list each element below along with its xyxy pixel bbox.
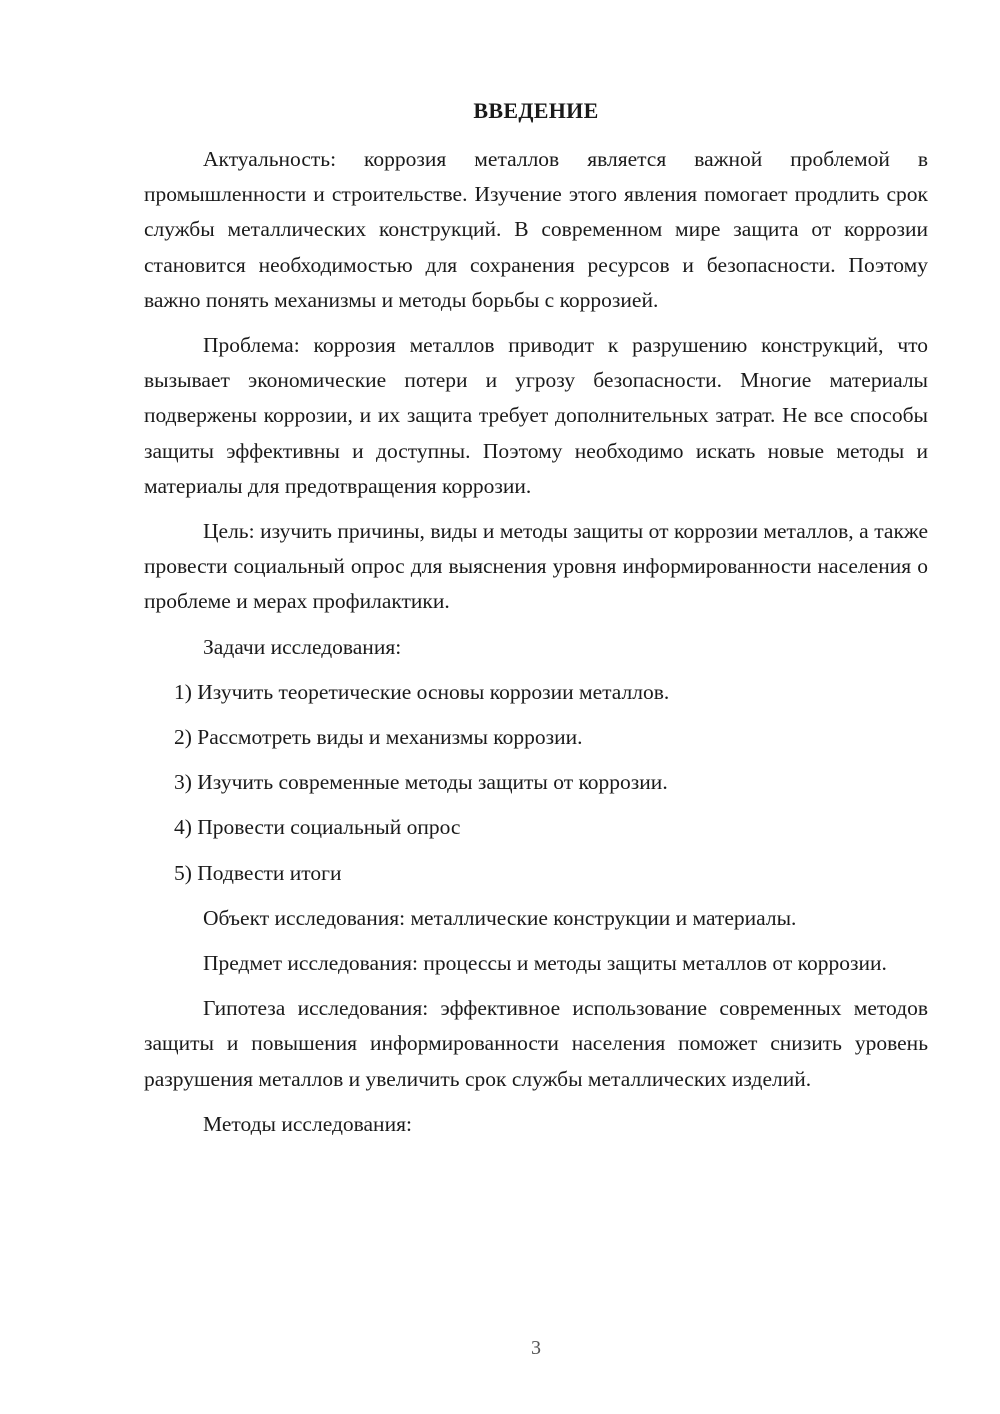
methods-heading: Методы исследования: [203,1111,412,1136]
page-title: ВВЕДЕНИЕ [473,98,599,123]
list-item: 3) Изучить современные методы защиты от коррозии. [174,770,668,795]
paragraph-hypothesis: Гипотеза исследования: эффективное использование современных методов защиты и повышения информированности населения поможет снизить уровень разрушения металлов и увеличить срок службы металлических изделий. [144,996,928,1091]
list-item: 4) Провести социальный опрос [174,815,461,840]
paragraph-subject: Предмет исследования: процессы и методы защиты металлов от коррозии. [203,951,887,976]
paragraph-relevance: Актуальность: коррозия металлов является важной проблемой в промышленности и строительстве. Изучение этого явления помогает продлить срок службы металлических конструкций. В современном мире защита от коррозии становится необходимостью для сохранения ресурсов и безопасности. Поэтому важно понять механизмы и методы борьбы с коррозией. [144,147,928,312]
tasks-list [144,675,928,891]
list-item: 5) Подвести итоги [174,860,342,885]
paragraph-problem: Проблема: коррозия металлов приводит к разрушению конструкций, что вызывает экономические потери и угрозу безопасности. Многие материалы подвержены коррозии, и их защита требует дополнительных затрат. Не все способы защиты эффективны и доступны. Поэтому необходимо искать новые методы и материалы для предотвращения коррозии. [144,333,928,498]
paragraph-object: Объект исследования: металлические конструкции и материалы. [203,905,797,930]
list-item: 1) Изучить теоретические основы коррозии металлов. [174,679,670,704]
document-body [144,142,928,1142]
paragraph-goal: Цель: изучить причины, виды и методы защиты от коррозии металлов, а также провести социальный опрос для выяснения уровня информированности населения о проблеме и мерах профилактики. [144,519,928,614]
list-item: 2) Рассмотреть виды и механизмы коррозии. [174,725,583,750]
page-number: 3 [531,1337,541,1359]
tasks-heading: Задачи исследования: [203,634,402,659]
